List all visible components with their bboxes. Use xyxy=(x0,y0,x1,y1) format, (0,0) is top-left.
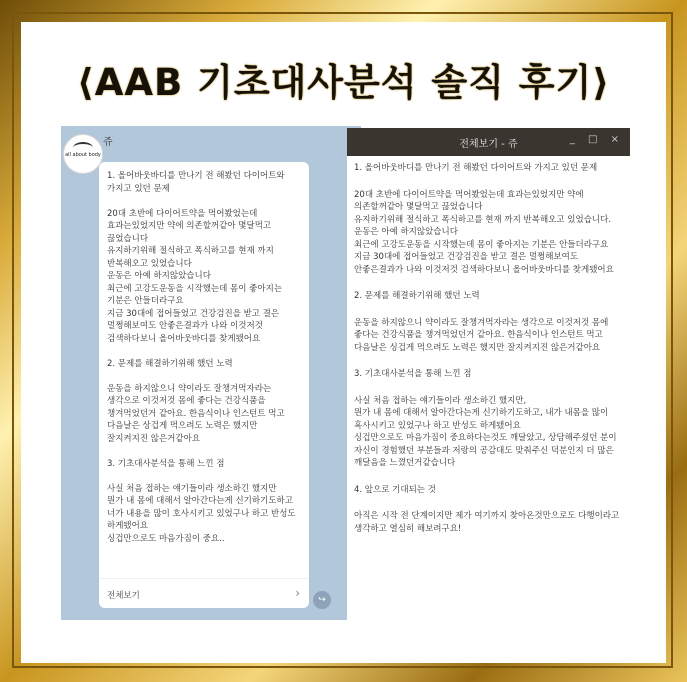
viewer-line: 최근에 고강도운동을 시작했는데 몸이 좋아지는 기분은 안들더라구요 xyxy=(354,239,609,250)
bubble-spacer xyxy=(107,345,301,358)
bubble-line: 지금 30대에 접어들었고 건강검진을 받고 결은 멀쩡해보여도 안좋은결과가 나와 이것저것 검색하다보니 올어바웃바디를 찾게됐어요 xyxy=(107,308,280,344)
viewer-spacer xyxy=(354,354,624,368)
bubble-line: 3. 기초대사분석을 통해 느낀 점 xyxy=(107,458,225,469)
viewer-line: 운동을 하지않으니 약이라도 잘챙겨먹자라는 생각으로 이것저것 몸에 좋다는 건강식품을 챙겨먹었던거 같아요. 한음식이나 인스턴트 먹고 다음날은 싱겁게 먹으려도 노력은 했지만 잘지켜지진 않은거같아요 xyxy=(354,317,609,353)
viewer-line: 2. 문제를 해결하기위해 했던 노력 xyxy=(354,291,480,301)
message-bubble[interactable] xyxy=(99,162,309,608)
bubble-line: 운동은 아예 하지않았습니다 xyxy=(107,271,211,281)
window-title: 전체보기 - 쥬 xyxy=(459,139,518,150)
bubble-line: 뭔가 내 몸에 대해서 알아간다는게 신기하기도하고 너가 내용을 많이 호사시키고 있었구나 하고 반성도 하게됐어요 xyxy=(107,496,296,531)
bubble-line: 20대 초반에 다이어트약을 먹어봤었는데 효과는있었지만 약에 의존할꺼같아 몇달먹고 끊었습니다 xyxy=(107,208,272,244)
window-titlebar xyxy=(347,128,630,156)
bubble-line: 싱겁만으로도 마음가짐이 중요.. xyxy=(107,533,225,544)
bubble-line: 1. 올어바웃바디를 만나기 전 해봤던 다이어트와 가지고 있던 문제 xyxy=(107,171,285,194)
viewer-line: 운동은 아예 하지않았습니다 xyxy=(354,227,458,237)
avatar[interactable] xyxy=(63,134,103,174)
viewer-line: 싱겁만으로도 마음가짐이 중요하다는것도 깨달았고, 상담해주셨던 분이 자신이 경험했던 부분들과 저랑의 공감대도 맞춰주신 덕분인지 더 많은 깨달음을 느꼈던거같습니다 xyxy=(354,433,617,468)
message-text xyxy=(107,170,301,545)
review-canvas xyxy=(21,22,666,663)
bubble-spacer xyxy=(107,470,301,483)
window-controls[interactable]: _ □ × xyxy=(569,134,624,145)
bubble-line: 유지하기위해 절식하고 폭식하고를 현재 까지 반복해오고 있었습니다 xyxy=(107,246,274,269)
bubble-spacer xyxy=(107,370,301,383)
chat-panel xyxy=(61,126,361,620)
share-icon[interactable]: ↪ xyxy=(313,591,331,609)
viewer-spacer xyxy=(354,276,624,290)
viewer-spacer xyxy=(354,496,624,510)
viewer-line: 1. 올어바웃바디를 만나기 전 해봤던 다이어트와 가지고 있던 문제 xyxy=(354,163,598,173)
full-view-window xyxy=(347,128,630,624)
bubble-line: 운동을 하지않으니 약이라도 잘챙겨먹자라는 생각으로 이것저것 몸에 좋다는 건강식품을 챙겨먹었던거 같아요. 한음식이나 인스턴트 먹고 다음날은 상겁게 먹으려도 노력은 했지만 잘지켜지진 않은거같아요 xyxy=(107,383,285,444)
viewer-line: 4. 앞으로 기대되는 것 xyxy=(354,484,436,495)
viewer-line: 20대 초반에 다이어트약을 먹어봤었는데 효과는있었지만 약에 의존할꺼같아 몇달먹고 끊었습니다 xyxy=(354,189,584,212)
view-all-link[interactable] xyxy=(99,578,309,608)
avatar-logo-text: all about body xyxy=(65,152,101,158)
page-title: ⟨AAB 기초대사분석 솔직 후기⟩ xyxy=(76,61,611,104)
sender-name: 쥬 xyxy=(103,137,113,148)
bubble-spacer xyxy=(107,195,301,208)
viewer-line: 3. 기초대사분석을 통해 느낀 점 xyxy=(354,369,472,379)
bubble-line: 사실 처음 접하는 얘기들이라 생소하긴 했지만 xyxy=(107,483,277,494)
bubble-spacer xyxy=(107,445,301,458)
viewer-line: 유지하기위해 절식하고 폭식하고를 현재 까지 반복해오고 있었습니다. xyxy=(354,214,612,225)
chevron-right-icon: › xyxy=(295,586,300,600)
viewer-line: 사실 처음 접하는 얘기들이라 생소하긴 했지만, xyxy=(354,395,527,406)
viewer-spacer xyxy=(354,303,624,317)
bubble-line: 2. 문제를 해결하기위해 했던 노력 xyxy=(107,358,233,369)
view-all-label: 전체보기 xyxy=(107,591,140,601)
viewer-line: 지금 30대에 접어들었고 건강검진을 받고 결은 멀쩡해보여도 안좋은결과가 나와 이것저것 검색하다보니 올어바웃바디를 찾게됐어요 xyxy=(354,252,614,275)
viewer-spacer xyxy=(354,175,624,189)
bubble-line: 최근에 고강도운동을 시작했는데 몸이 좋아지는 기분은 안들더라구요 xyxy=(107,283,283,306)
viewer-spacer xyxy=(354,470,624,484)
viewer-line: 뭔가 내 몸에 대해서 알아간다는게 신기하기도하고, 내가 내몸을 많이 혹사시키고 있었구나 하고 반성도 하게됐어요 xyxy=(354,408,609,431)
viewer-spacer xyxy=(354,381,624,395)
full-text-body xyxy=(354,162,624,535)
viewer-line: 아직은 시작 전 단계이지만 제가 여기까지 찾아온것만으로도 다행이라고 생각하고 열심히 해보려구요! xyxy=(354,511,620,534)
